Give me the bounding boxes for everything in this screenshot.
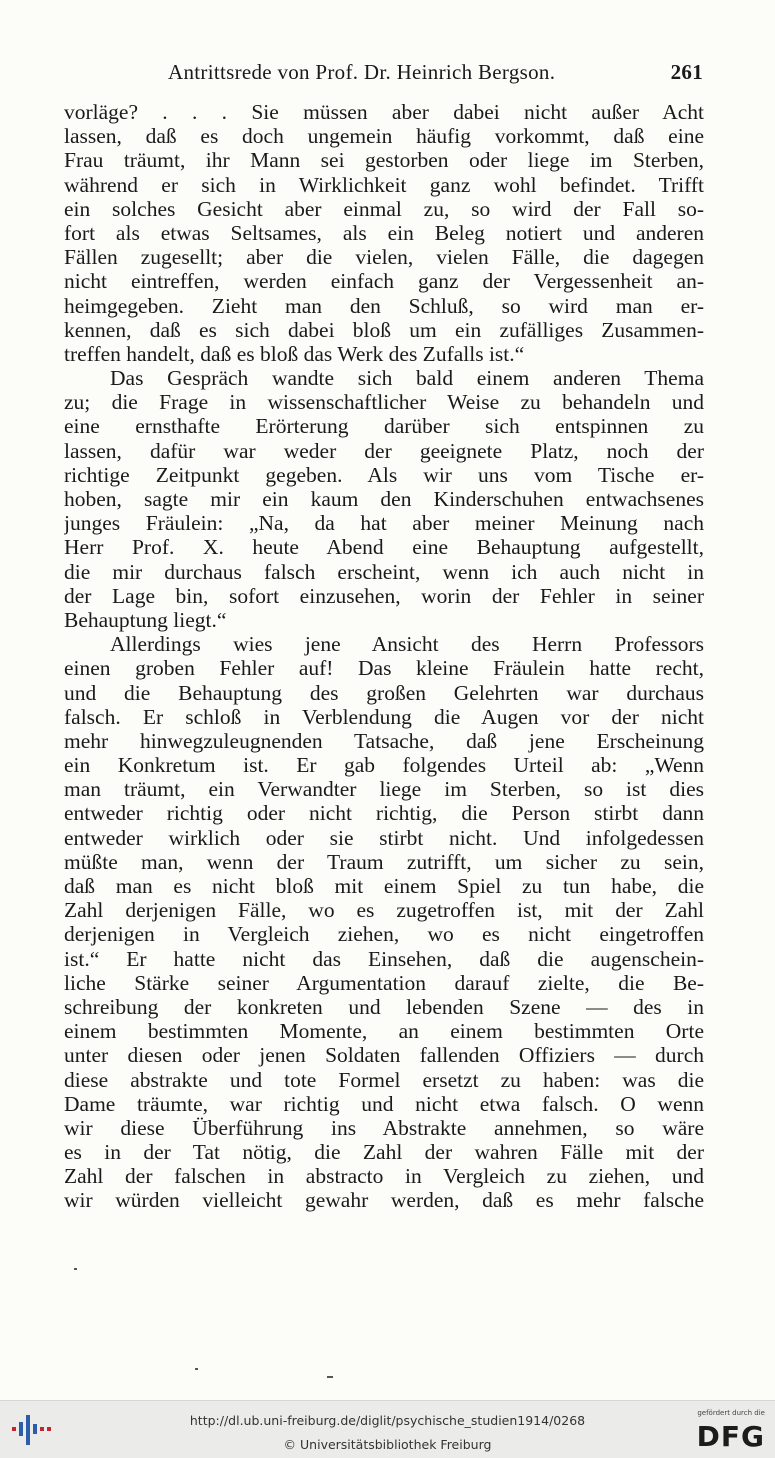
text-line: mehr hinwegzuleugnenden Tatsache, daß jene Erscheinung [64,728,704,753]
body-text [64,100,704,1213]
text-line: treffen handelt, daß es bloß das Werk des Zufalls ist.“ [64,341,525,366]
text-line: Fällen zugesellt; aber die vielen, vielen Fälle, die dagegen [64,245,704,270]
running-header [168,60,708,90]
text-line: ist.“ Er hatte nicht das Einsehen, daß die augenschein- [64,946,704,971]
permalink-url[interactable]: http://dl.ub.uni-freiburg.de/diglit/psychische_studien1914/0268 [189,1413,586,1428]
copyright-notice: © Universitätsbibliothek Freiburg [283,1437,492,1452]
text-line: einen groben Fehler auf! Das kleine Fräulein hatte recht, [64,656,704,681]
text-line: Zahl derjenigen Fälle, wo es zugetroffen ist, mit der Zahl [64,898,704,923]
text-line: derjenigen in Vergleich ziehen, wo es nicht eingetroffen [64,922,704,947]
text-line: heimgegeben. Zieht man den Schluß, so wird man er- [64,293,704,318]
text-line: vorläge? . . . Sie müssen aber dabei nicht außer Acht [64,100,704,124]
text-line: fort als etwas Seltsames, als ein Beleg notiert und anderen [64,220,704,245]
text-line: liche Stärke seiner Argumentation darauf zielte, die Be- [64,970,704,995]
text-line: lassen, daß es doch ungemein häufig vorkommt, daß eine [64,124,704,149]
text-line: kennen, daß es sich dabei bloß um ein zufälliges Zusammen- [64,317,704,342]
text-line: hoben, sagte mir ein kaum den Kinderschuhen entwachsenes [64,487,704,511]
scan-speck [74,1268,77,1270]
text-line: junges Fräulein: „Na, da hat aber meiner Meinung nach [64,511,704,536]
text-line: Frau träumt, ihr Mann sei gestorben oder liege im Sterben, [64,148,704,173]
text-line: ein solches Gesicht aber einmal zu, so wird der Fall so- [64,196,704,221]
text-line: schreibung der konkreten und lebenden Szene — des in [64,994,704,1019]
text-line: es in der Tat nötig, die Zahl der wahren Fälle mit der [64,1140,704,1165]
text-line: ein Konkretum ist. Er gab folgendes Urteil ab: „Wenn [64,753,704,778]
text-line: diese abstrakte und tote Formel ersetzt zu haben: was die [64,1067,704,1092]
text-line: eine ernsthafte Erörterung darüber sich entspinnen zu [64,414,704,439]
text-line: Zahl der falschen in abstracto in Vergleich zu ziehen, und [64,1164,704,1189]
text-line: Herr Prof. X. heute Abend eine Behauptung aufgestellt, [64,535,704,560]
text-line: Behauptung liegt.“ [64,607,227,632]
text-line: während er sich in Wirklichkeit ganz wohl befindet. Trifft [64,172,704,197]
text-line: und die Behauptung des großen Gelehrten war durchaus [64,680,704,705]
dfg-logo [685,1409,765,1453]
text-line: der Lage bin, sofort einzusehen, worin der Fehler in seiner [64,583,704,608]
text-line: daß man es nicht bloß mit einem Spiel zu tun habe, die [64,874,704,898]
text-line: falsch. Er schloß in Verblendung die Augen vor der nicht [64,704,704,729]
paragraph-start-line: Allerdings wies jene Ansicht des Herrn Professors [110,632,704,657]
paragraph-start-line: Das Gespräch wandte sich bald einem anderen Thema [110,366,704,391]
page-number: 261 [670,60,703,84]
text-line: richtige Zeitpunkt gegeben. Als wir uns vom Tische er- [64,462,704,487]
scan-speck [195,1368,198,1370]
text-line: nicht eintreffen, werden einfach ganz der Vergessenheit an- [64,269,704,294]
text-line: müßte man, wenn der Traum zutrifft, um sicher zu sein, [64,849,704,874]
viewer-footer [0,1400,775,1458]
text-line: entweder richtig oder nicht richtig, die Person stirbt dann [64,801,704,826]
text-line: man träumt, ein Verwandter liege im Sterben, so ist dies [64,777,704,802]
dfg-caption: gefördert durch die [697,1409,765,1417]
text-line: die mir durchaus falsch erscheint, wenn ich auch nicht in [64,559,704,584]
text-line: wir würden vielleicht gewahr werden, daß es mehr falsche [64,1188,704,1213]
text-line: wir diese Überführung ins Abstrakte annehmen, so wäre [64,1115,704,1140]
text-line: entweder wirklich oder sie stirbt nicht. Und infolgedessen [64,825,704,850]
text-line: einem bestimmten Momente, an einem bestimmten Orte [64,1019,704,1044]
text-line: Dame träumte, war richtig und nicht etwa falsch. O wenn [64,1091,704,1116]
text-line: lassen, dafür war weder der geeignete Platz, noch der [64,438,704,463]
text-line: unter diesen oder jenen Soldaten fallenden Offiziers — durch [64,1043,704,1068]
dfg-logo-text: DFG [696,1420,765,1453]
running-title: Antrittsrede von Prof. Dr. Heinrich Bergson. [168,60,556,84]
scan-speck [327,1376,333,1378]
text-line: zu; die Frage in wissenschaftlicher Weise zu behandeln und [64,390,704,415]
